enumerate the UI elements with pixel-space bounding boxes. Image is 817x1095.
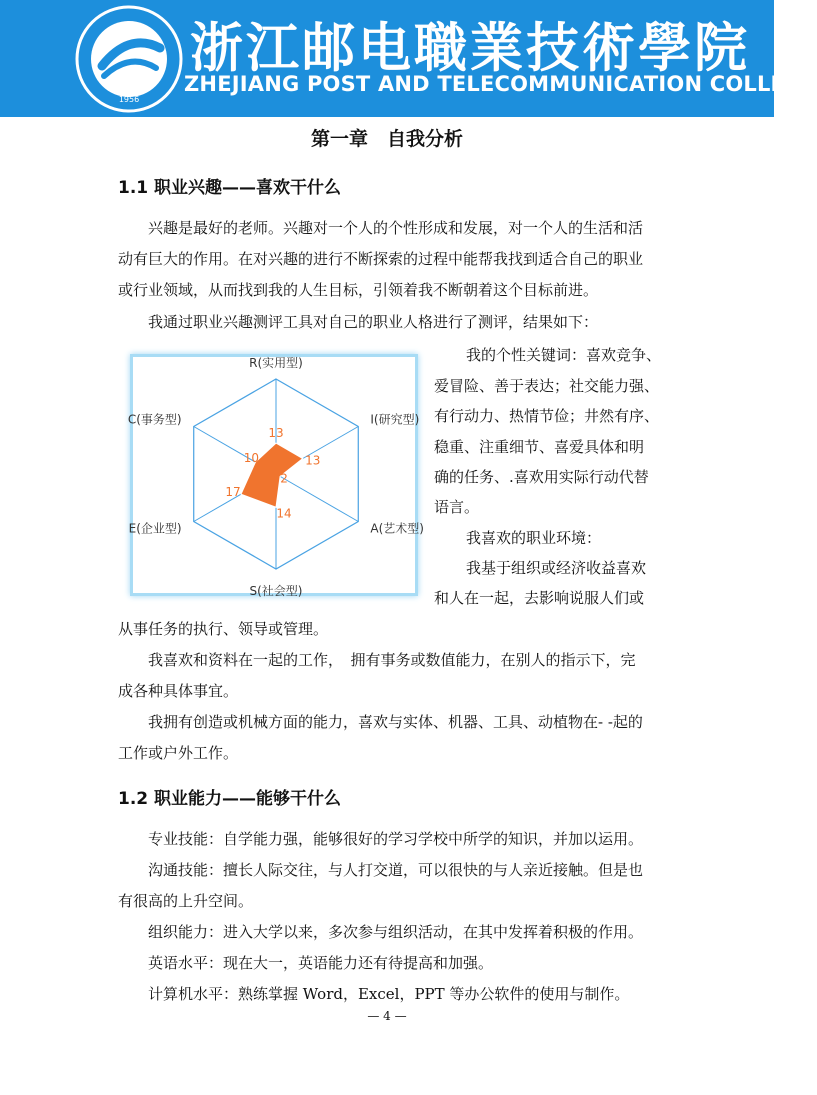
ability-line: 沟通技能：擅长人际交往，与人打交道，可以很快的与人亲近接触。但是也 — [148, 861, 644, 879]
axis-label: I(研究型) — [370, 412, 420, 427]
side-line: 和人在一起，去影响说服人们或 — [434, 589, 645, 607]
para-line: 或行业领域，从而找到我的人生目标，引领着我不断朝着这个目标前进。 — [118, 281, 599, 299]
para-line: 我喜欢和资料在一起的工作， 拥有事务或数值能力，在别人的指示下，完 — [148, 651, 636, 669]
header-banner — [0, 0, 817, 117]
para-line: 成各种具体事宜。 — [118, 682, 239, 700]
value-label: 10 — [243, 451, 260, 466]
college-name-cn: 浙江邮电職業技術學院 — [190, 18, 750, 79]
para-line: 我通过职业兴趣测评工具对自己的职业人格进行了测评，结果如下： — [148, 313, 599, 331]
ability-line: 专业技能：自学能力强，能够很好的学习学校中所学的知识，并加以运用。 — [148, 830, 644, 848]
axis-label: R(实用型) — [249, 356, 303, 370]
side-line: 确的任务、.喜欢用实际行动代替 — [434, 468, 649, 486]
college-name-en: ZHEJIANG POST AND TELECOMMUNICATION COLLEGE — [184, 72, 817, 96]
axis-label: C(事务型) — [127, 412, 182, 427]
radar-svg — [127, 356, 424, 598]
side-line: 稳重、注重细节、喜爱具体和明 — [434, 438, 645, 456]
para-line: 兴趣是最好的老师。兴趣对一个人的个性形成和发展，对一个人的生活和活 — [148, 219, 644, 237]
section-heading-interest: 1.1 职业兴趣——喜欢干什么 — [118, 178, 342, 198]
side-line: 语言。 — [434, 498, 480, 516]
college-logo — [74, 4, 184, 114]
value-label: 17 — [225, 485, 241, 500]
para-line: 从事任务的执行、领导或管理。 — [118, 620, 329, 638]
side-line: 我基于组织或经济收益喜欢 — [466, 559, 647, 577]
axis-label: S(社会型) — [249, 584, 303, 598]
value-label: 2 — [280, 471, 288, 486]
holland-radar-chart — [127, 354, 424, 598]
para-line: 工作或户外工作。 — [118, 744, 239, 762]
chapter-title: 第一章 自我分析 — [310, 128, 463, 150]
value-label: 13 — [268, 426, 284, 441]
side-line: 爱冒险、善于表达；社交能力强、 — [434, 377, 660, 395]
para-line: 动有巨大的作用。在对兴趣的进行不断探索的过程中能帮我找到适合自己的职业 — [118, 250, 644, 268]
ability-line: 组织能力：进入大学以来，多次参与组织活动，在其中发挥着积极的作用。 — [148, 923, 644, 941]
para-line: 我拥有创造或机械方面的能力，喜欢与实体、机器、工具、动植物在- -起的 — [148, 713, 643, 731]
side-line: 有行动力、热情节俭；井然有序、 — [434, 407, 660, 425]
ability-line: 有很高的上升空间。 — [118, 892, 254, 910]
axis-label: A(艺术型) — [370, 521, 424, 536]
page-number: — 4 — — [367, 1009, 407, 1023]
value-label: 13 — [305, 453, 321, 468]
ability-line: 计算机水平：熟练掌握 Word，Excel，PPT 等办公软件的使用与制作。 — [148, 985, 630, 1003]
section-heading-ability: 1.2 职业能力——能够干什么 — [118, 789, 342, 809]
value-label: 14 — [276, 506, 292, 521]
svg-text:1956: 1956 — [118, 95, 140, 104]
side-line: 我喜欢的职业环境： — [466, 529, 602, 547]
axis-label: E(企业型) — [128, 521, 182, 536]
side-line: 我的个性关键词：喜欢竞争、 — [466, 346, 662, 364]
ability-line: 英语水平：现在大一，英语能力还有待提高和加强。 — [148, 954, 494, 972]
